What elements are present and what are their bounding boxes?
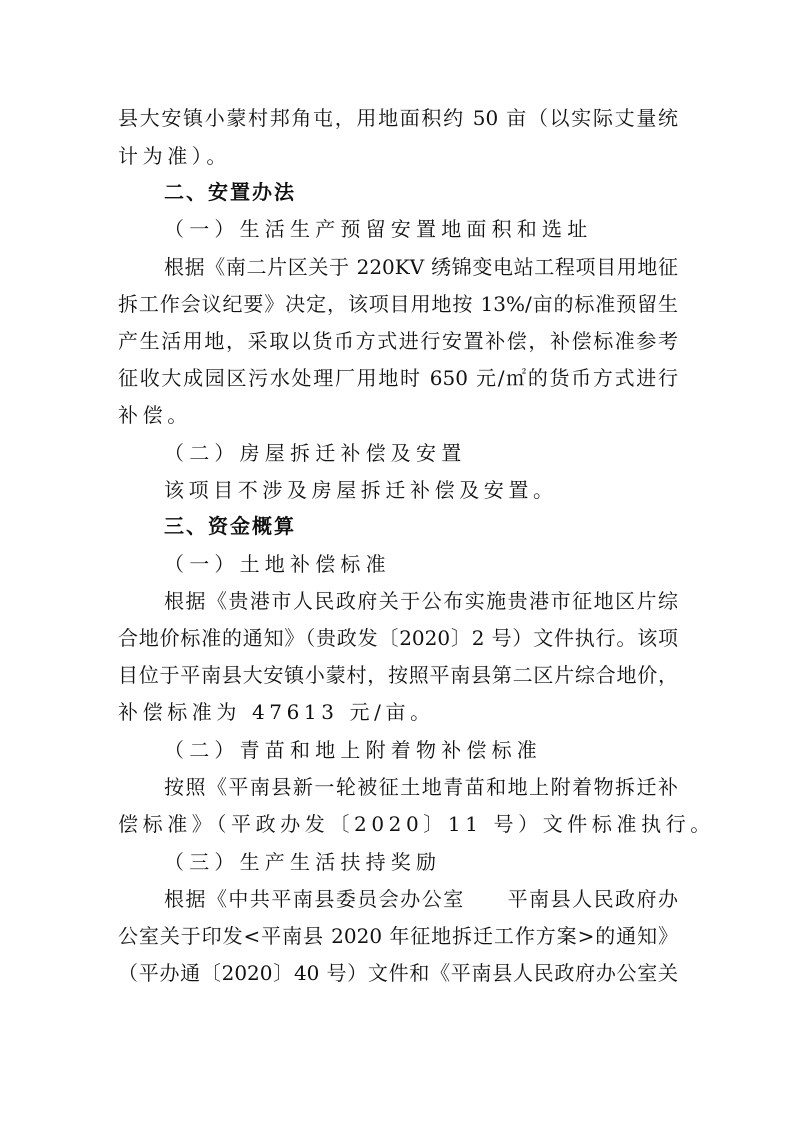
body-line-no-demolition: 该项目不涉及房屋拆迁补偿及安置。 [164,478,558,502]
body-line-meeting-minutes: 根据《南二片区关于 220KV 绣锦变电站工程项目用地征 [164,255,678,279]
body-line-location: 县大安镇小蒙村邦角屯，用地面积约 50 亩（以实际丈量统 [118,106,678,130]
body-line-document-reference: （平办通〔2020〕40 号）文件和《平南县人民政府办公室关 [118,961,678,985]
body-line-notice-reference: 合地价标准的通知》（贵政发〔2020〕2 号）文件执行。该项 [118,626,678,650]
body-line-compensation-end: 补偿。 [118,403,192,427]
body-line-reserve-standard: 拆工作会议纪要》决定，该项目用地按 13%/亩的标准预留生 [118,292,678,316]
body-line-monetary-compensation: 产生活用地，采取以货币方式进行安置补偿，补偿标准参考 [118,329,678,353]
body-line-work-plan: 公室关于印发<平南县 2020 年征地拆迁工作方案>的通知》 [118,924,678,948]
body-line-committee-office: 根据《中共平南县委员会办公室 平南县人民政府办 [164,887,678,911]
subheading-crops-attachments: （二）青苗和地上附着物补偿标准 [164,738,542,762]
body-line-location-end: 计为准）。 [118,144,231,168]
body-line-project-location: 目位于平南县大安镇小蒙村，按照平南县第二区片综合地价， [118,663,678,687]
body-line-land-rate: 补偿标准为 47613 元/亩。 [118,700,435,724]
subheading-reserved-land: （一）生活生产预留安置地面积和选址 [164,217,593,241]
section-heading-fund-estimate: 三、资金概算 [164,514,296,538]
body-line-compensation-rate: 征收大成园区污水处理厂用地时 650 元/㎡的货币方式进行 [118,366,678,390]
body-line-standard-reference: 偿标准》（平政办发〔2020〕11 号）文件标准执行。 [118,812,715,836]
section-heading-resettlement: 二、安置办法 [164,180,296,204]
subheading-production-support: （三）生产生活扶持奖励 [164,850,442,874]
body-line-guigang-notice: 根据《贵港市人民政府关于公布实施贵港市征地区片综 [164,589,678,613]
body-line-pingnan-standard: 按照《平南县新一轮被征土地青苗和地上附着物拆迁补 [164,775,678,799]
subheading-land-compensation: （一）土地补偿标准 [164,552,391,576]
subheading-house-demolition: （二）房屋拆迁补偿及安置 [164,441,467,465]
